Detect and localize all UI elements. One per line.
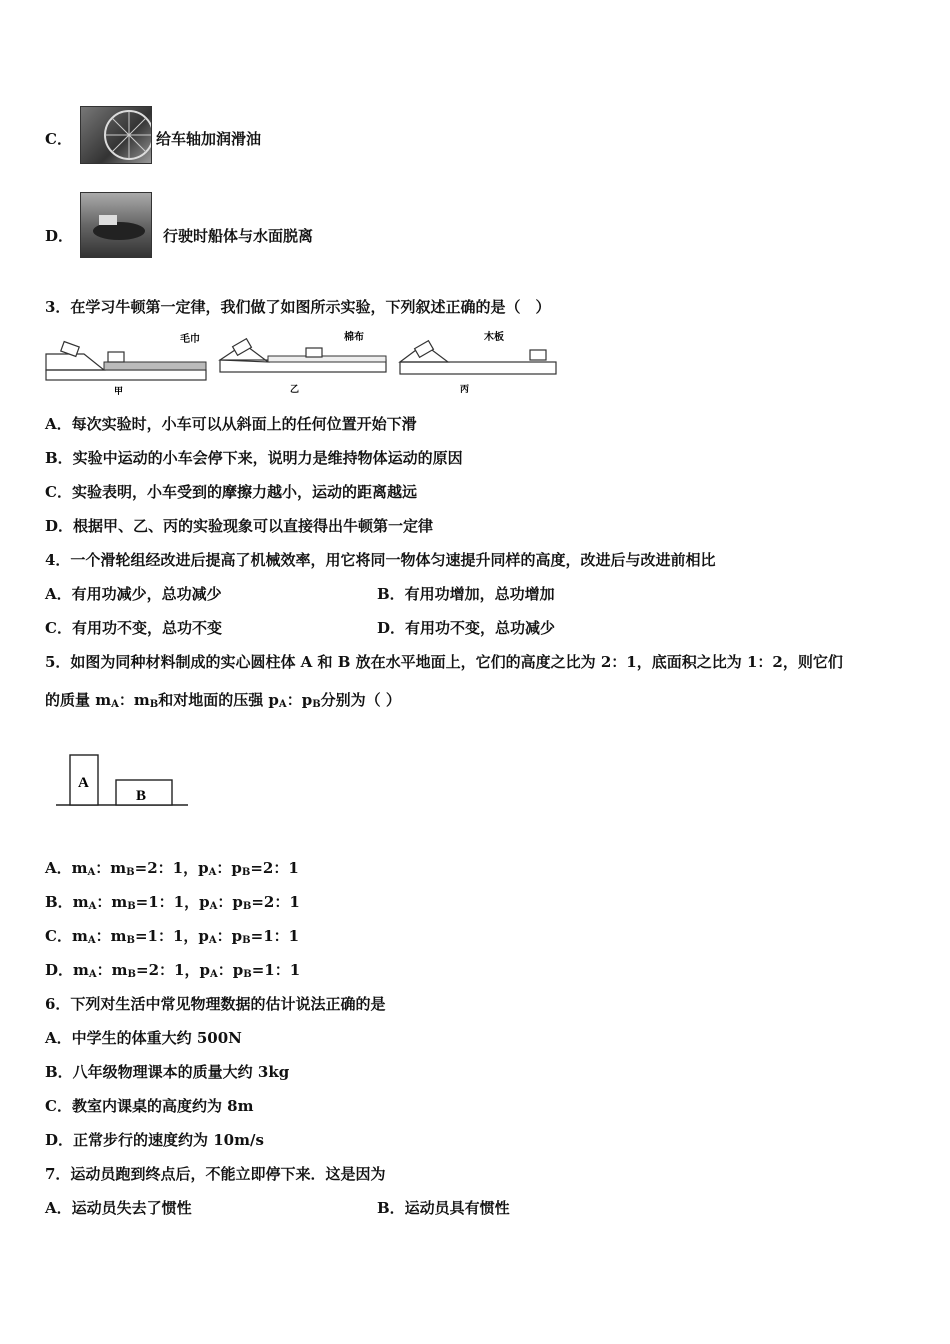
sub-a: A: [208, 867, 217, 878]
q3-option-b: B．实验中运动的小车会停下来，说明力是维持物体运动的原因: [45, 449, 463, 467]
q7-option-b: B．运动员具有惯性: [377, 1199, 510, 1217]
q3-option-a: A．每次实验时，小车可以从斜面上的任何位置开始下滑: [45, 415, 417, 433]
q4-option-a: A．有用功减少，总功减少: [45, 585, 222, 603]
sub-a: A: [209, 969, 218, 980]
m-letter: m: [73, 961, 89, 979]
sub-a: A: [209, 901, 218, 912]
cylinder-a-label: A: [78, 775, 89, 791]
p-ratio: =1：1: [251, 961, 301, 979]
q5-cylinders-figure: [54, 752, 190, 810]
q4-option-c: C．有用功不变，总功不变: [45, 619, 222, 637]
sub-b: B: [127, 969, 136, 980]
colon: ：: [95, 859, 111, 877]
option-d-text: 行驶时船体与水面脱离: [163, 227, 314, 245]
bicycle-wheel-icon: [81, 107, 151, 163]
q5-colon-p: ：p: [286, 691, 313, 709]
sub-a: A: [111, 699, 119, 710]
label-bing: 丙: [460, 385, 470, 395]
sub-b: B: [312, 699, 321, 710]
colon: ：: [96, 961, 112, 979]
p-letter: p: [198, 859, 209, 877]
m-letter: m: [110, 859, 127, 877]
p-letter: p: [231, 859, 242, 877]
sub-a: A: [87, 867, 96, 878]
m-letter: m: [111, 893, 128, 911]
hovercraft-photo: [80, 192, 152, 258]
p-ratio: =2：1: [250, 859, 299, 877]
q6-option-c: C．教室内课桌的高度约为 8m: [45, 1097, 254, 1115]
m-ratio: =2：1，: [136, 961, 200, 979]
opt-label: D．: [45, 961, 74, 979]
q3-stem: 3．在学习牛顿第一定律，我们做了如图所示实验，下列叙述正确的是（ ）: [45, 298, 551, 316]
colon: ：: [217, 893, 233, 911]
p-ratio: =2：1: [251, 893, 300, 911]
sub-b: B: [243, 969, 252, 980]
sub-b: B: [149, 699, 159, 710]
label-yi: 乙: [290, 385, 300, 395]
sub-a: A: [88, 969, 97, 980]
m-ratio: =1：1，: [135, 893, 200, 911]
p-letter: p: [231, 927, 243, 945]
q5-stem-line1: 5．如图为同种材料制成的实心圆柱体 A 和 B 放在水平地面上，它们的高度之比为 2：1，底面积之比为 1：2，则它们: [45, 653, 843, 671]
q5-option-a: [45, 857, 299, 878]
sub-a: A: [208, 935, 217, 946]
q5-stem-text: 的质量 m: [45, 691, 112, 709]
q3-figure: [44, 330, 558, 396]
m-letter: m: [71, 859, 88, 877]
q5-stem-mid: 和对地面的压强 p: [158, 691, 279, 709]
q5-option-d: [45, 959, 300, 980]
setup-jia: [46, 332, 206, 396]
sub-b: B: [126, 935, 135, 946]
q3-option-d: D．根据甲、乙、丙的实验现象可以直接得出牛顿第一定律: [45, 517, 434, 535]
q4-stem: 4．一个滑轮组经改进后提高了机械效率，用它将同一物体匀速提升同样的高度，改进后与改进前相比: [45, 551, 716, 569]
sub-b: B: [242, 935, 251, 946]
colon: ：: [216, 859, 232, 877]
colon: ：: [95, 927, 111, 945]
q5-stem-end: 分别为（ ）: [320, 691, 401, 709]
colon: ：: [216, 927, 232, 945]
m-ratio: =2：1，: [134, 859, 199, 877]
option-c-text: 给车轴加润滑油: [156, 130, 262, 148]
q5-option-b: [45, 891, 300, 912]
p-letter: p: [198, 927, 209, 945]
q6-stem: 6．下列对生活中常见物理数据的估计说法正确的是: [45, 995, 386, 1013]
setup-yi: [220, 330, 386, 395]
label-towel: 毛巾: [180, 334, 200, 345]
p-letter: p: [232, 961, 244, 979]
p-letter: p: [232, 893, 243, 911]
label-cotton: 棉布: [344, 332, 364, 343]
option-c-label: C．: [45, 130, 72, 148]
colon: ：: [96, 893, 112, 911]
q3-option-c: C．实验表明，小车受到的摩擦力越小，运动的距离越远: [45, 483, 417, 501]
q5-colon-m: ：m: [118, 691, 150, 709]
setup-bing: [400, 330, 556, 395]
sub-b: B: [242, 901, 252, 912]
p-letter: p: [199, 961, 210, 979]
q7-stem: 7．运动员跑到终点后，不能立即停下来．这是因为: [45, 1165, 386, 1183]
q7-option-a: A．运动员失去了惯性: [45, 1199, 192, 1217]
q4-option-b: B．有用功增加，总功增加: [377, 585, 555, 603]
sub-b: B: [127, 901, 136, 912]
opt-label: B．: [45, 893, 73, 911]
m-letter: m: [111, 961, 128, 979]
cylinder-b-label: B: [136, 788, 147, 804]
opt-label: C．: [45, 927, 72, 945]
sub-a: A: [88, 901, 97, 912]
opt-label: A．: [45, 859, 72, 877]
option-d-label: D．: [45, 227, 74, 245]
boat-icon: [81, 193, 151, 257]
colon: ：: [217, 961, 233, 979]
p-ratio: =1：1: [250, 927, 300, 945]
q6-option-d: D．正常步行的速度约为 10m/s: [45, 1131, 264, 1149]
sub-b: B: [241, 867, 251, 878]
m-ratio: =1：1，: [134, 927, 199, 945]
m-letter: m: [110, 927, 127, 945]
q5-option-c: [45, 925, 299, 946]
q6-option-b: B．八年级物理课本的质量大约 3kg: [45, 1063, 290, 1081]
m-letter: m: [71, 927, 88, 945]
sub-a: A: [87, 935, 96, 946]
axle-photo: [80, 106, 152, 164]
label-jia: 甲: [114, 387, 124, 396]
p-letter: p: [199, 893, 210, 911]
q6-option-a: A．中学生的体重大约 500N: [45, 1029, 242, 1047]
q5-stem-line2: [45, 689, 401, 710]
label-board: 木板: [484, 332, 504, 343]
m-letter: m: [72, 893, 89, 911]
sub-b: B: [126, 867, 135, 878]
q4-option-d: D．有用功不变，总功减少: [377, 619, 556, 637]
sub-a: A: [278, 699, 287, 710]
